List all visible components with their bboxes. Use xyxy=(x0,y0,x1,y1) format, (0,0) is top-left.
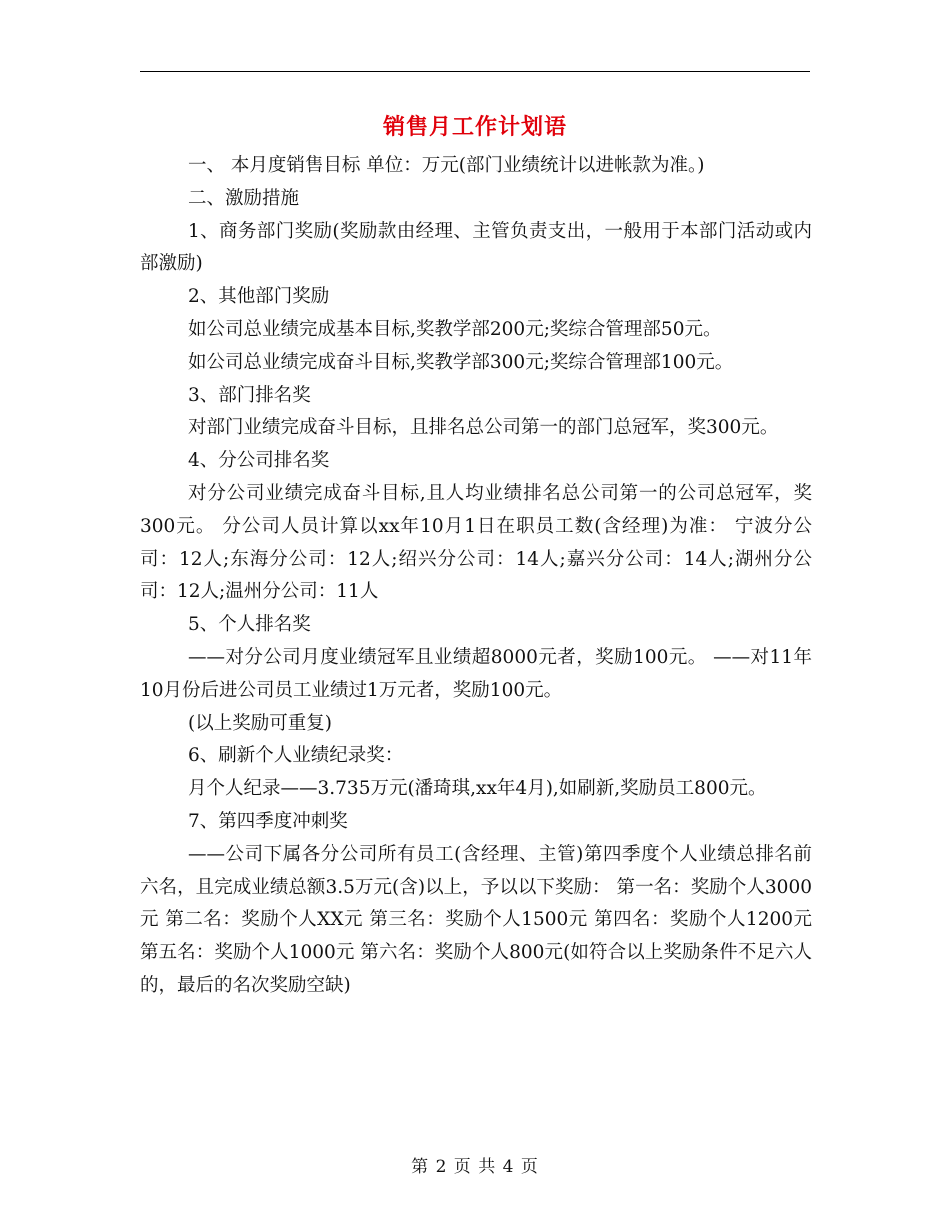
paragraph-sales-target: 一、 本月度销售目标 单位：万元(部门业绩统计以进帐款为准。) xyxy=(188,155,705,176)
paragraph-other-dept-heading: 2、其他部门奖励 xyxy=(188,286,330,308)
paragraph-record-heading: 6、刷新个人业绩纪录奖： xyxy=(188,745,404,767)
paragraph-dept-ranking-detail: 对部门业绩完成奋斗目标，且排名总公司第一的部门总冠军，奖300元。 xyxy=(188,417,779,439)
paragraph-q4-sprint-detail: ——公司下属各分公司所有员工(含经理、主管)第四季度个人业绩总排名前六名，且完成业绩总额3.5万元(含)以上，予以以下奖励： 第一名：奖励个人3000元 第二名：奖励个人XX元 第三名：奖励个人1500元 第四名：奖励个人1200元 第五名：奖励个人1000元 第六名：奖励个人800元(如符合以上奖励条件不足六人的，最后的名次奖励空缺) xyxy=(140,843,812,996)
header-rule xyxy=(140,71,810,72)
paragraph-basic-target-reward: 如公司总业绩完成基本目标,奖教学部200元;奖综合管理部50元。 xyxy=(188,318,722,340)
paragraph-repeatable-note: (以上奖励可重复) xyxy=(188,712,332,734)
paragraph-business-dept-reward: 1、商务部门奖励(奖励款由经理、主管负责支出，一般用于本部门活动或内部激励) xyxy=(140,220,812,275)
paragraph-record-detail: 月个人纪录——3.735万元(潘琦琪,xx年4月),如刷新,奖励员工800元。 xyxy=(188,778,767,800)
paragraph-q4-sprint-heading: 7、第四季度冲刺奖 xyxy=(188,810,348,832)
document-body xyxy=(140,150,812,1003)
paragraph-stretch-target-reward: 如公司总业绩完成奋斗目标,奖教学部300元;奖综合管理部100元。 xyxy=(188,351,734,373)
paragraph-personal-ranking-detail: ——对分公司月度业绩冠军且业绩超8000元者，奖励100元。 ——对11年10月份后进公司员工业绩过1万元者，奖励100元。 xyxy=(140,646,812,701)
paragraph-branch-ranking-heading: 4、分公司排名奖 xyxy=(188,450,330,472)
paragraph-incentives-heading: 二、激励措施 xyxy=(188,187,300,209)
paragraph-dept-ranking-heading: 3、部门排名奖 xyxy=(188,384,311,406)
paragraph-branch-ranking-detail: 对分公司业绩完成奋斗目标,且人均业绩排名总公司第一的公司总冠军，奖300元。 分公司人员计算以xx年10月1日在职员工数(含经理)为准： 宁波分公司：12人;东海分公司：12人;绍兴分公司：14人;嘉兴分公司：14人;湖州分公司：12人;温州分公司：11人 xyxy=(140,482,812,603)
document-title: 销售月工作计划语 xyxy=(382,114,567,140)
page-footer: 第 2 页 共 4 页 xyxy=(411,1157,539,1177)
paragraph-personal-ranking-heading: 5、个人排名奖 xyxy=(188,614,311,636)
